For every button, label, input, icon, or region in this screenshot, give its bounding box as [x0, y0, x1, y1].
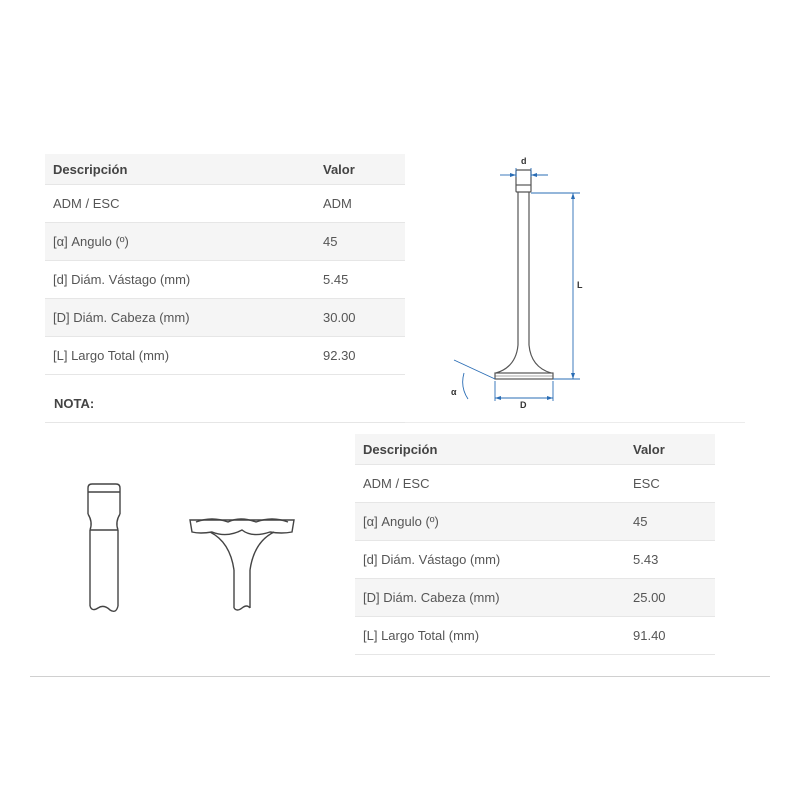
table-row [355, 617, 715, 655]
label-D: D [520, 400, 527, 410]
row-value: 25.00 [625, 579, 715, 617]
row-label: [L] Largo Total (mm) [355, 617, 625, 655]
row-value: 45 [625, 503, 715, 541]
table-row [45, 185, 405, 223]
header-value: Valor [315, 154, 405, 185]
row-label: [α] Angulo (º) [45, 223, 315, 261]
spec-table-exhaust [355, 434, 715, 655]
row-value: 91.40 [625, 617, 715, 655]
row-label: [D] Diám. Cabeza (mm) [45, 299, 315, 337]
row-value: 30.00 [315, 299, 405, 337]
row-value: ADM [315, 185, 405, 223]
label-alpha: α [451, 387, 457, 397]
row-label: [α] Angulo (º) [355, 503, 625, 541]
valve-stem-tip-sketch [80, 478, 130, 618]
row-label: [L] Largo Total (mm) [45, 337, 315, 375]
table-header-row [355, 434, 715, 465]
spec-table-intake [45, 154, 405, 375]
row-label: ADM / ESC [45, 185, 315, 223]
table-row [45, 261, 405, 299]
note-row [45, 386, 405, 423]
table-row [355, 503, 715, 541]
valve-dimension-diagram [440, 155, 600, 415]
table-row [355, 465, 715, 503]
divider [405, 422, 745, 423]
table-row [45, 337, 405, 375]
table-row [355, 579, 715, 617]
row-value: ESC [625, 465, 715, 503]
row-label: [d] Diám. Vástago (mm) [355, 541, 625, 579]
label-L: L [577, 280, 583, 290]
row-label: ADM / ESC [355, 465, 625, 503]
header-description: Descripción [355, 434, 625, 465]
label-d: d [521, 156, 527, 166]
row-label: [D] Diám. Cabeza (mm) [355, 579, 625, 617]
row-value: 5.43 [625, 541, 715, 579]
row-value: 45 [315, 223, 405, 261]
table-row [45, 223, 405, 261]
note-label: NOTA: [54, 396, 95, 411]
header-value: Valor [625, 434, 715, 465]
bottom-divider [30, 676, 770, 677]
table-row [45, 299, 405, 337]
table-header-row [45, 154, 405, 185]
row-value: 92.30 [315, 337, 405, 375]
table-row [355, 541, 715, 579]
valve-head-sketch [182, 508, 302, 618]
row-label: [d] Diám. Vástago (mm) [45, 261, 315, 299]
row-value: 5.45 [315, 261, 405, 299]
header-description: Descripción [45, 154, 315, 185]
